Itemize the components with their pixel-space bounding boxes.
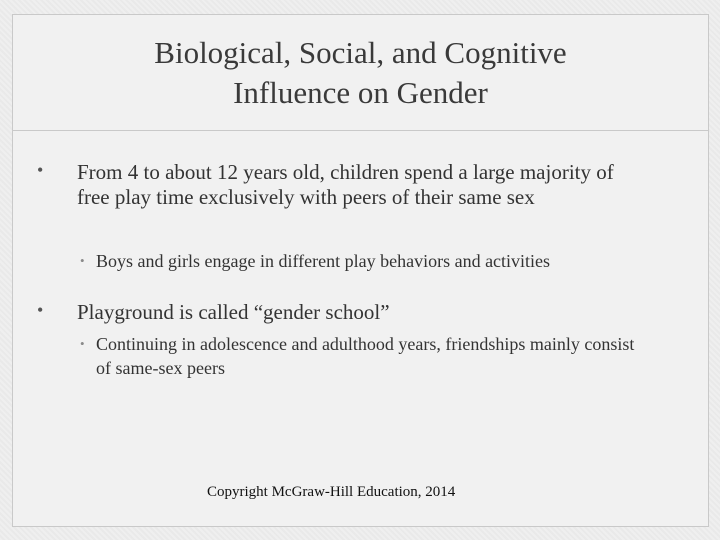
- title-line-1: Biological, Social, and Cognitive: [154, 34, 567, 70]
- sub-bullet-marker: •: [80, 253, 85, 268]
- bullet-marker: •: [37, 300, 44, 320]
- bullet-marker: •: [37, 160, 44, 180]
- title-line-2: Influence on Gender: [233, 74, 488, 110]
- sub-bullet-marker: •: [80, 336, 85, 351]
- bullet-1-sub-1-text: Boys and girls engage in different play behaviors and activities: [96, 251, 551, 271]
- bullet-1-text: From 4 to about 12 years old, children spend a large majority of free play time exclusively with peers of their same sex: [77, 160, 614, 209]
- bullet-2-text: Playground is called “gender school”: [77, 300, 390, 324]
- copyright-footer: Copyright McGraw-Hill Education, 2014: [207, 484, 456, 500]
- bullet-2-sub-1-text: Continuing in adolescence and adulthood years, friendships mainly consist of same-sex peers: [96, 334, 635, 378]
